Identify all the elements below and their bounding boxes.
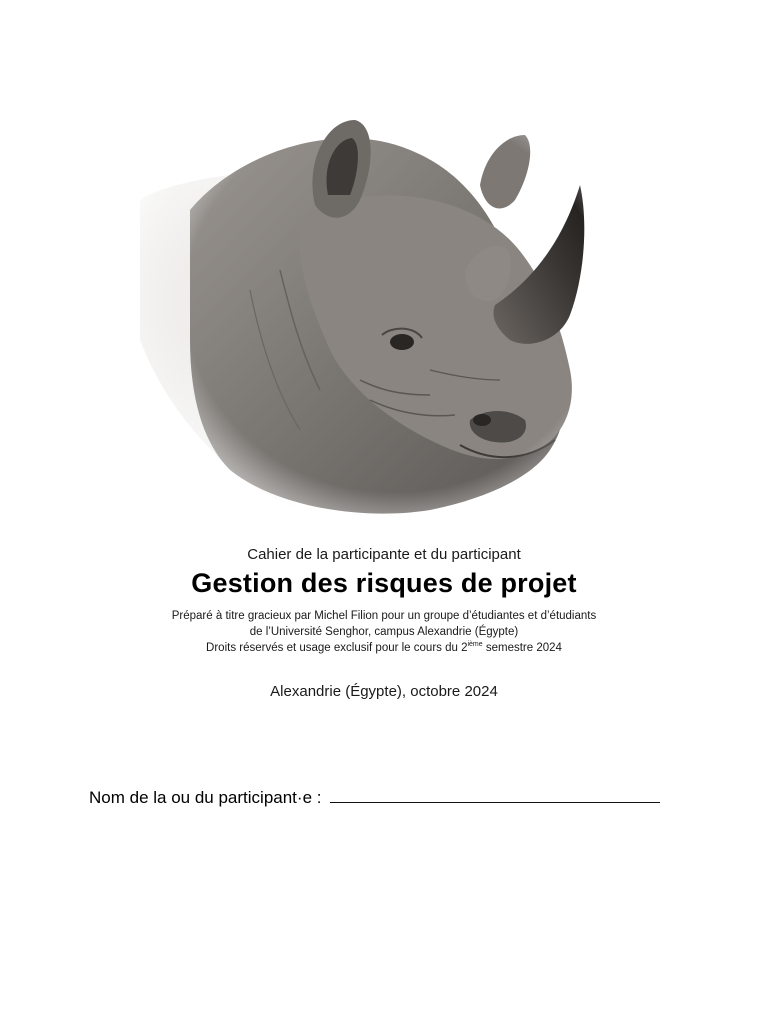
place-date: Alexandrie (Égypte), octobre 2024 <box>270 683 498 700</box>
credit-line-author: Préparé à titre gracieux par Michel Filion pour un groupe d’étudiantes et d’étudiants <box>171 610 597 622</box>
credit-line-institution: de l’Université Senghor, campus Alexandrie (Égypte) <box>249 626 519 638</box>
page-title: Gestion des risques de projet <box>191 568 577 598</box>
participant-name-label: Nom de la ou du participant·e : <box>89 788 322 807</box>
participant-name-field[interactable] <box>330 786 660 803</box>
cover-subtitle: Cahier de la participante et du participant <box>247 546 521 563</box>
credits-block <box>0 608 768 656</box>
rhino-image <box>130 90 610 530</box>
credit-line-rights: Droits réservés et usage exclusif pour le cours du 2ième semestre 2024 <box>206 641 562 654</box>
participant-name-row <box>89 786 729 808</box>
ordinal-superscript: ième <box>467 641 483 649</box>
